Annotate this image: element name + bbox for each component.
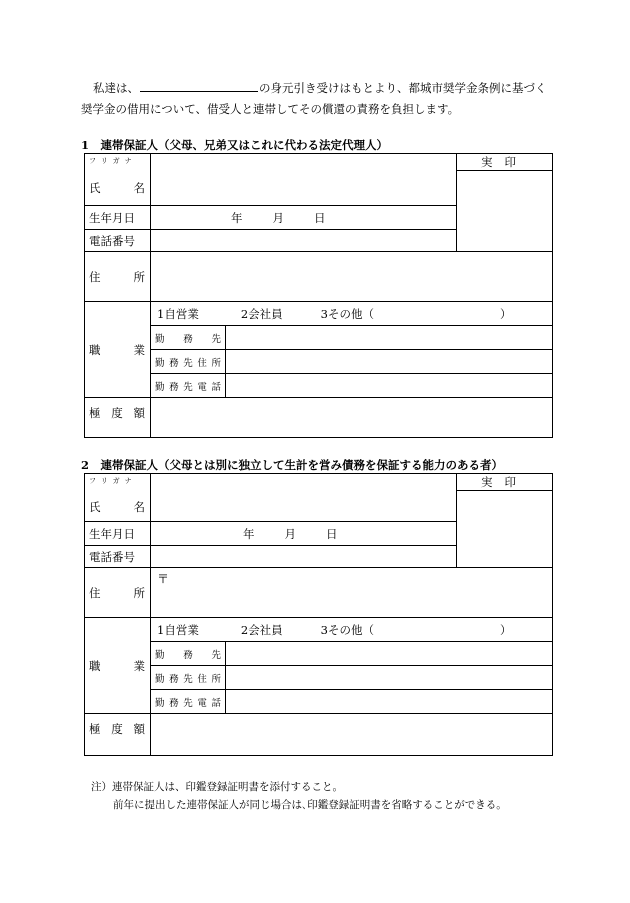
limit-field[interactable] (151, 398, 553, 438)
seal-box[interactable] (457, 154, 553, 252)
note-line-2: 前年に提出した連帯保証人が同じ場合は､印鑑登録証明書を省略することができる。 (113, 799, 507, 811)
workplace-field[interactable] (226, 326, 553, 350)
occupation-options[interactable]: 1自営業 2会社員 3その他（ ） (151, 618, 553, 642)
seal-box[interactable] (457, 474, 553, 568)
phone-label: 電話番号 (85, 546, 151, 568)
work-address-label: 勤 務 先 住 所 (151, 350, 226, 374)
intro-paragraph (81, 78, 561, 120)
address-field[interactable] (151, 252, 553, 302)
work-phone-label: 勤 務 先 電 話 (151, 690, 226, 714)
furigana-label: フリガナ (89, 477, 137, 485)
address-label: 住 所 (85, 252, 151, 302)
limit-label: 極 度 額 (85, 714, 151, 756)
furigana-label: フリガナ (89, 157, 137, 165)
phone-field[interactable] (151, 230, 457, 252)
birthdate-label: 生年月日 (85, 206, 151, 230)
guarantor-2-table (84, 473, 553, 756)
intro-suffix: の身元引き受けはもとより、都城市奨学金条例に基づく (259, 81, 547, 95)
workplace-field[interactable] (226, 642, 553, 666)
limit-label: 極 度 額 (85, 398, 151, 438)
work-address-field[interactable] (226, 666, 553, 690)
birthdate-label: 生年月日 (85, 522, 151, 546)
borrower-name-blank[interactable] (140, 80, 258, 92)
name-label: フリガナ 氏 名 (85, 154, 151, 206)
postal-mark: 〒 (157, 572, 170, 586)
work-address-field[interactable] (226, 350, 553, 374)
section-1-title: 1 連帯保証人（父母、兄弟又はこれに代わる法定代理人） (81, 138, 388, 152)
workplace-label: 勤 務 先 (151, 642, 226, 666)
intro-line2: 奨学金の借用について、借受人と連帯してその償還の責務を負担します。 (81, 102, 460, 116)
work-phone-field[interactable] (226, 690, 553, 714)
address-field[interactable] (151, 568, 553, 618)
birthdate-field[interactable]: 年 月 日 (151, 206, 457, 230)
work-address-label: 勤 務 先 住 所 (151, 666, 226, 690)
birthdate-field[interactable]: 年 月 日 (151, 522, 457, 546)
guarantor-1-table (84, 153, 553, 438)
address-label: 住 所 (85, 568, 151, 618)
workplace-label: 勤 務 先 (151, 326, 226, 350)
limit-field[interactable] (151, 714, 553, 756)
phone-label: 電話番号 (85, 230, 151, 252)
work-phone-label: 勤 務 先 電 話 (151, 374, 226, 398)
occupation-label: 職 業 (85, 302, 151, 398)
seal-label: 実印 (457, 474, 552, 491)
occupation-options[interactable]: 1自営業 2会社員 3その他（ ） (151, 302, 553, 326)
section-2-title: 2 連帯保証人（父母とは別に独立して生計を営み債務を保証する能力のある者） (81, 458, 503, 472)
occupation-label: 職 業 (85, 618, 151, 714)
note-line-1: 注）連帯保証人は、印鑑登録証明書を添付すること。 (91, 781, 343, 793)
phone-field[interactable] (151, 546, 457, 568)
name-label: フリガナ 氏 名 (85, 474, 151, 522)
name-field[interactable] (151, 154, 457, 206)
intro-prefix: 私達は、 (93, 81, 139, 95)
seal-label: 実印 (457, 154, 552, 171)
work-phone-field[interactable] (226, 374, 553, 398)
name-field[interactable] (151, 474, 457, 522)
